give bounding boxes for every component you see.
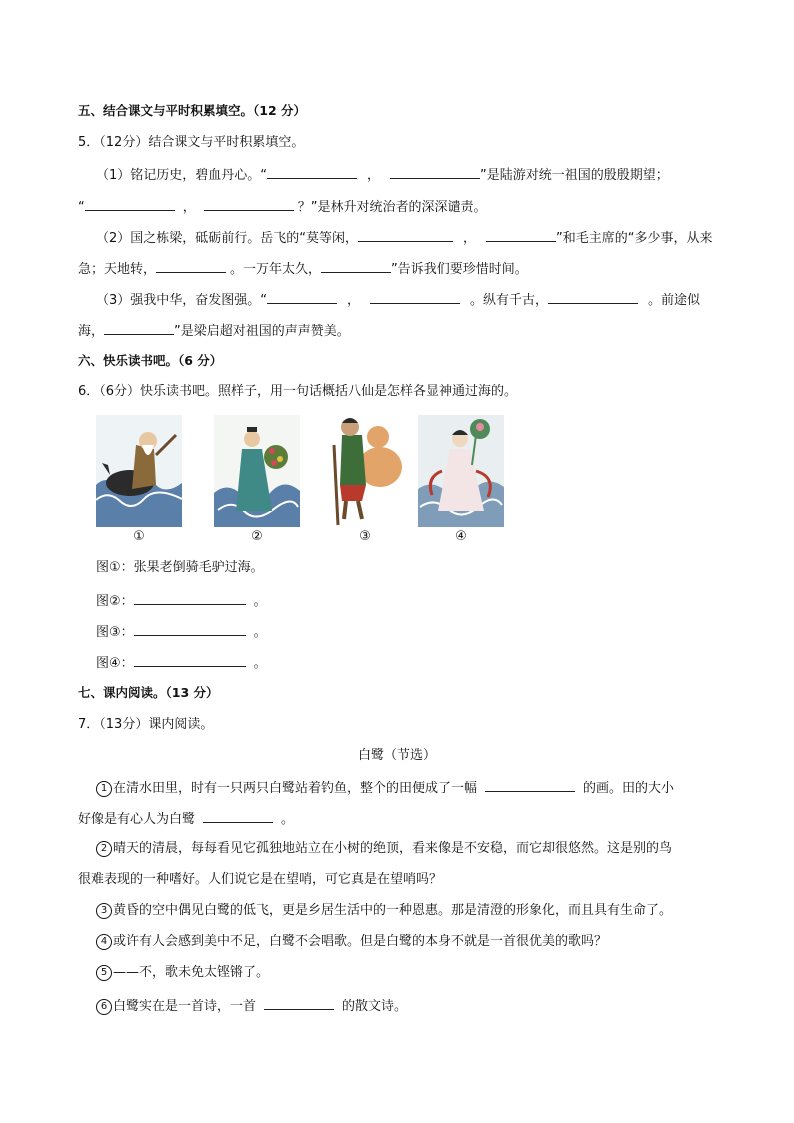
answer-blank[interactable]: [203, 808, 273, 823]
immortal-gourd-image: [322, 415, 408, 527]
q5-part-3-line-2: 海， ”是梁启超对祖国的声声赞美。: [78, 320, 350, 342]
answer-blank[interactable]: [390, 164, 480, 179]
q5-part-2-line-1: （2）国之栋梁，砥砺前行。岳飞的“莫等闲， ， ”和毛主席的“多少事，从来: [96, 227, 713, 249]
question-6-head: 6．（6分）快乐读书吧。照样子，用一句话概括八仙是怎样各显神通过海的。: [78, 384, 518, 399]
paragraph-number: 3: [96, 903, 112, 919]
paragraph-number: 2: [96, 841, 112, 857]
passage-paragraph-3: 3 黄昏的空中偶见白鹭的低飞，更是乡居生活中的一种恩惠。那是清澄的形象化，而且具有生命了。: [96, 901, 672, 921]
passage-paragraph-2-line-2: 很难表现的一种嗜好。人们说它是在望哨，可它真是在望哨吗？: [78, 872, 443, 887]
question-5-head: 5．（12分）结合课文与平时积累填空。: [78, 135, 305, 150]
q5-part-1-line-1: （1）铭记历史，碧血丹心。“ ， ”是陆游对统一祖国的殷殷期望；: [96, 164, 669, 186]
q5-part-1-line-2: “ ， ？”是林升对统治者的深深谴责。: [78, 196, 487, 218]
passage-paragraph-5: 5 ——不，歌未免太铿锵了。: [96, 963, 269, 983]
passage-paragraph-1-line-2: 好像是有心人为白鹭 。: [78, 808, 294, 830]
answer-blank[interactable]: [267, 164, 357, 179]
figure-caption: ③: [359, 529, 371, 544]
passage-paragraph-1-line-1: 1 在清水田里，时有一只两只白鹭站着钓鱼，整个的田便成了一幅 的画。田的大小: [96, 777, 674, 799]
immortal-lotus-image: [418, 415, 504, 527]
q6-fig-2-line: 图②： 。: [96, 590, 267, 612]
q6-example: 图①：张果老倒骑毛驴过海。: [96, 560, 264, 575]
answer-blank[interactable]: [134, 590, 246, 605]
section-6-title: 六、快乐读书吧。（6 分）: [78, 353, 223, 368]
answer-blank[interactable]: [267, 289, 337, 304]
answer-blank[interactable]: [370, 289, 460, 304]
answer-blank[interactable]: [204, 196, 294, 211]
paragraph-number: 6: [96, 999, 112, 1015]
figure-caption: ①: [133, 529, 145, 544]
answer-blank[interactable]: [485, 777, 575, 792]
immortal-riding-donkey-image: [96, 415, 182, 527]
answer-blank[interactable]: [104, 320, 174, 335]
figure-caption: ②: [251, 529, 263, 544]
figure-caption: ④: [455, 529, 467, 544]
question-7-head: 7．（13分）课内阅读。: [78, 717, 214, 732]
answer-blank[interactable]: [548, 289, 638, 304]
q6-fig-4-line: 图④： 。: [96, 652, 267, 674]
immortal-flower-basket-image: [214, 415, 300, 527]
q5-part-2-line-2: 急；天地转， 。一万年太久， ”告诉我们要珍惜时间。: [78, 258, 528, 280]
answer-blank[interactable]: [486, 227, 556, 242]
paragraph-number: 5: [96, 965, 112, 981]
passage-paragraph-6: 6 白鹭实在是一首诗，一首 的散文诗。: [96, 995, 407, 1017]
answer-blank[interactable]: [321, 258, 391, 273]
section-7-title: 七、课内阅读。（13 分）: [78, 685, 219, 700]
answer-blank[interactable]: [358, 227, 453, 242]
answer-blank[interactable]: [134, 621, 246, 636]
passage-title: 白鹭（节选）: [357, 748, 436, 763]
eight-immortals-images: [96, 415, 516, 545]
paragraph-number: 1: [96, 781, 112, 797]
answer-blank[interactable]: [156, 258, 226, 273]
section-5-title: 五、结合课文与平时积累填空。（12 分）: [78, 103, 306, 118]
q6-fig-3-line: 图③： 。: [96, 621, 267, 643]
passage-paragraph-2-line-1: 2 晴天的清晨，每每看见它孤独地站立在小树的绝顶，看来像是不安稳，而它却很悠然。这是别的鸟: [96, 839, 672, 859]
answer-blank[interactable]: [264, 995, 334, 1010]
paragraph-number: 4: [96, 934, 112, 950]
q5-part-3-line-1: （3）强我中华，奋发图强。“ ， 。纵有千古， 。前途似: [96, 289, 700, 311]
passage-paragraph-4: 4 或许有人会感到美中不足，白鹭不会唱歌。但是白鹭的本身不就是一首很优美的歌吗？: [96, 932, 607, 952]
answer-blank[interactable]: [134, 652, 246, 667]
answer-blank[interactable]: [85, 196, 175, 211]
